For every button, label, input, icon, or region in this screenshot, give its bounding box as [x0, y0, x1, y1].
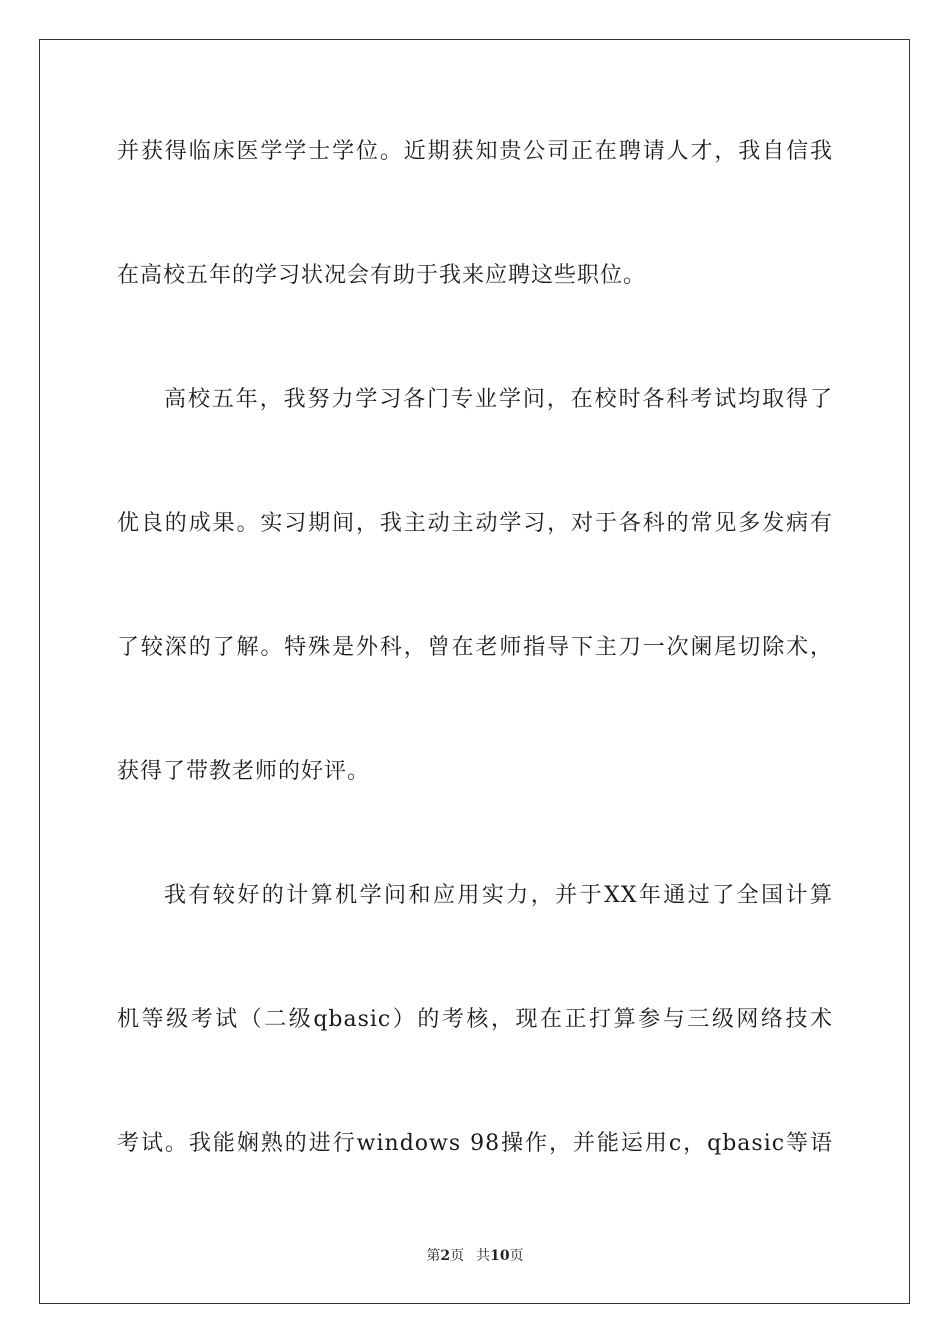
page-border — [39, 39, 910, 1304]
current-page-number: 2 — [440, 1248, 451, 1264]
page-label-prefix: 第 — [426, 1248, 441, 1264]
paragraph-line: 优良的成果。实习期间，我主动主动学习，对于各科的常见多发病有 — [117, 511, 833, 536]
total-label-prefix: 共 — [476, 1248, 491, 1264]
page-footer — [0, 1247, 950, 1265]
page-label-suffix: 页 — [450, 1248, 465, 1264]
paragraph-line: 机等级考试（二级qbasic）的考核，现在正打算参与三级网络技术 — [117, 1007, 833, 1032]
paragraph-line: 获得了带教老师的好评。 — [117, 759, 371, 784]
paragraph-line: 高校五年，我努力学习各门专业学问，在校时各科考试均取得了 — [164, 387, 833, 412]
paragraph-line: 了较深的了解。特殊是外科，曾在老师指导下主刀一次阑尾切除术， — [117, 635, 833, 660]
total-label-suffix: 页 — [509, 1248, 524, 1264]
paragraph-line: 我有较好的计算机学问和应用实力，并于XX年通过了全国计算 — [164, 883, 833, 908]
total-page-number: 10 — [490, 1248, 510, 1264]
paragraph-line: 考试。我能娴熟的进行windows 98操作，并能运用c，qbasic等语 — [117, 1131, 833, 1156]
paragraph-line: 在高校五年的学习状况会有助于我来应聘这些职位。 — [117, 263, 647, 288]
paragraph-line: 并获得临床医学学士学位。近期获知贵公司正在聘请人才，我自信我 — [117, 139, 833, 164]
